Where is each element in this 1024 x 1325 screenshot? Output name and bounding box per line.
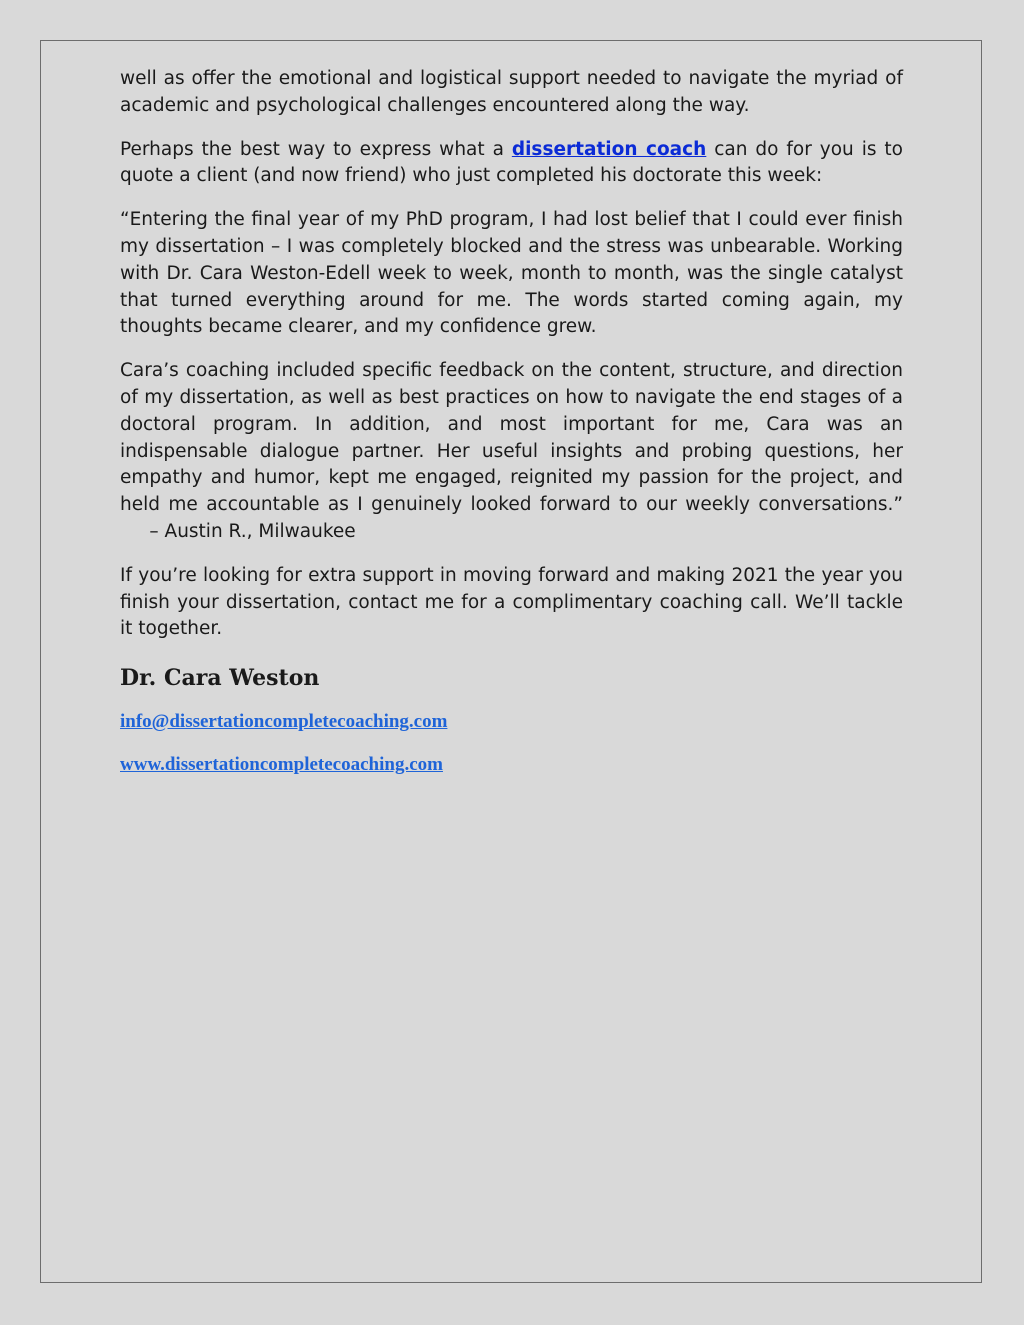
website-link[interactable]: www.dissertationcompletecoaching.com [120,754,443,776]
paragraph-coach-text-after: can do for you is to quote a client (and now friend) who just completed his doctorate this week: [120,138,903,187]
signature-name: Dr. Cara Weston [120,665,320,692]
paragraph-intro: well as offer the emotional and logistical support needed to navigate the myriad of academic and psychological challenges encountered along the way. [120,68,903,116]
paragraph-testimonial-1: “Entering the final year of my PhD program, I had lost belief that I could ever finish my dissertation – I was completely blocked and the stress was unbearable. Working with Dr. Cara Weston-Edell week to week, month to month, was the single catalyst that turned everything around for me. The words started coming again, my thoughts became clearer, and my confidence grew. [120,209,903,338]
dissertation-coach-link[interactable]: dissertation coach [511,138,707,160]
document-body [120,66,903,797]
paragraph-testimonial-2 [120,358,903,546]
testimonial-attribution: – Austin R., Milwaukee [120,520,356,542]
paragraph-coach [120,137,903,191]
email-link[interactable]: info@dissertationcompletecoaching.com [120,711,448,733]
paragraph-call-to-action: If you’re looking for extra support in moving forward and making 2021 the year you finish your dissertation, contact me for a complimentary coaching call. We’ll tackle it together. [120,564,903,640]
testimonial-text: Cara’s coaching included specific feedback on the content, structure, and direction of my dissertation, as well as best practices on how to navigate the end stages of a doctoral program. In addition, and most important for me, Cara was an indispensable dialogue partner. Her useful insights and probing questions, her empathy and humor, kept me engaged, reignited my passion for the project, and held me accountable as I genuinely looked forward to our weekly conversations.” [120,360,903,516]
paragraph-coach-text-before: Perhaps the best way to express what a [120,138,512,160]
